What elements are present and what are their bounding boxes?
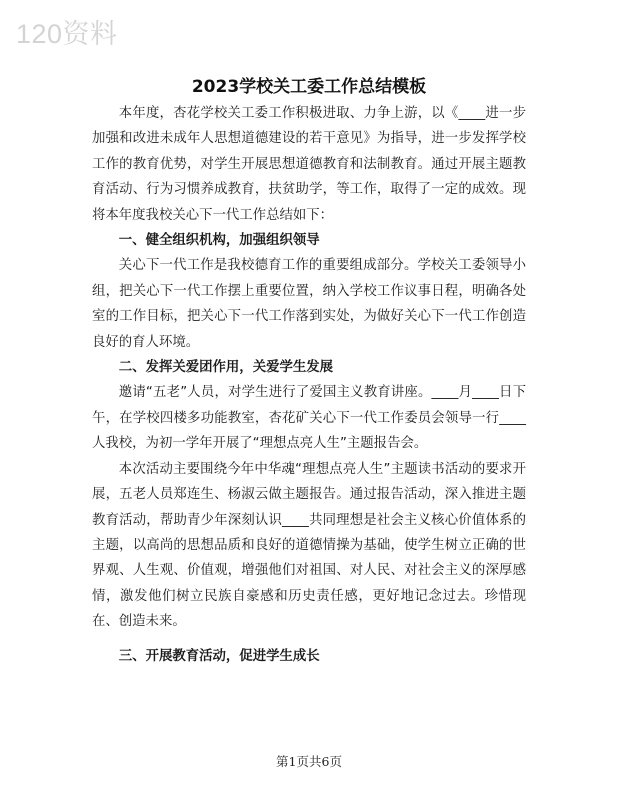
section-2-paragraph-1: 邀请“五老”人员，对学生进行了爱国主义教育讲座。____月____日下午，在学校四楼多功能教室，杏花矿关心下一代工作委员会领导一行____人我校，为初一学年开展了“理想点亮人生”主题报告会。 <box>92 385 526 452</box>
section-1-paragraph: 关心下一代工作是我校德育工作的重要组成部分。学校关工委领导小组，把关心下一代工作摆上重要位置，纳入学校工作议事日程，明确各处室的工作目标，把关心下一代工作落到实处，为做好关心下一代工作创造良好的育人环境。 <box>92 258 526 350</box>
section-heading-3: 三、开展教育活动，促进学生成长 <box>118 648 320 664</box>
document-body <box>92 101 526 669</box>
section-heading-1: 一、健全组织机构，加强组织领导 <box>118 233 320 249</box>
section-heading-2: 二、发挥关爱团作用，关爱学生发展 <box>118 360 334 376</box>
section-2-paragraph-2: 本次活动主要围绕今年中华魂“理想点亮人生”主题读书活动的要求开展，五老人员郑连生、杨淑云做主题报告。通过报告活动，深入推进主题教育活动，帮助青少年深刻认识____共同理想是社会主义核心价值体系的主题，以高尚的思想品质和良好的道德情操为基础，使学生树立正确的世界观、人生观、价值观，增强他们对祖国、对人民、对社会主义的深厚感情，激发他们树立民族自豪感和历史责任感，更好地记念过去。珍惜现在、创造未来。 <box>92 461 526 630</box>
document-title: 2023学校关工委工作总结模板 <box>191 77 427 97</box>
page-number: 第1页共6页 <box>276 754 342 769</box>
watermark: 120资料 <box>16 19 118 49</box>
intro-paragraph: 本年度，杏花学校关工委工作积极进取、力争上游，以《____进一步加强和改进未成年人思想道德建设的若干意见》为指导，进一步发挥学校工作的教育优势，对学生开展思想道德教育和法制教育。通过开展主题教育活动、行为习惯养成教育，扶贫助学，等工作，取得了一定的成效。现将本年度我校关心下一代工作总结如下： <box>92 106 526 223</box>
